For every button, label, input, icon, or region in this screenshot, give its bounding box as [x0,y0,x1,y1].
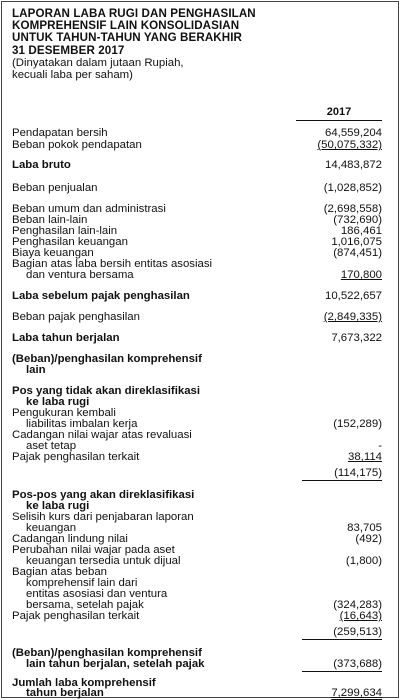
row-value: (259,513) [333,626,382,638]
row-label: Laba sebelum pajak penghasilan [12,290,190,302]
row-label: komprehensif lain dari [26,577,138,589]
row-value: (2,698,558) [323,203,382,215]
row-label: Selisih kurs dari penjabaran laporan [12,511,194,523]
row-value: 64,559,204 [324,127,382,139]
row-label: Perubahan nilai wajar pada aset [12,544,175,556]
row-value: 170,800 [340,269,382,281]
row-label: Penghasilan keuangan [12,236,128,248]
header-line-1: LAPORAN LABA RUGI DAN PENGHASILAN [12,7,256,20]
row-label: Pengukuran kembali [12,407,116,419]
row-value: (114,175) [334,467,382,479]
row-value: 186,461 [340,225,382,237]
row-value: (732,690) [333,214,382,226]
row-label: ke laba rugi [26,500,90,512]
header-note-1: (Dinyatakan dalam jutaan Rupiah, [12,56,184,69]
row-value: (2,849,335) [323,311,382,323]
row-label: Pos-pos yang akan direklasifikasi [12,489,195,501]
row-value: (16,643) [339,610,382,622]
year-column-header: 2017 [296,106,382,121]
row-label: Laba tahun berjalan [12,332,120,344]
row-label: lain tahun berjalan, setelah pajak [26,658,205,670]
row-value: 38,114 [348,451,382,463]
row-label: Pajak penghasilan terkait [12,451,140,463]
financial-statement-page [1,1,399,698]
row-label: Biaya keuangan [12,247,94,259]
row-label: Beban umum dan administrasi [12,203,166,215]
row-value: 7,299,634 [331,687,382,699]
row-label: aset tetap [26,440,77,452]
row-value: (1,028,852) [323,182,382,194]
row-label: Bagian atas laba bersih entitas asosiasi [12,258,213,270]
row-label: Cadangan lindung nilai [12,533,128,545]
row-value: (324,283) [333,599,382,611]
row-value: 10,522,657 [324,290,382,302]
statement-header [12,8,388,81]
row-label: Penghasilan lain-lain [12,225,118,237]
row-label: bersama, setelah pajak [26,599,144,611]
row-label: Cadangan nilai wajar atas revaluasi [12,429,192,441]
row-label: keuangan [26,522,77,534]
header-line-2: KOMPREHENSIF LAIN KONSOLIDASIAN [12,19,240,33]
subtotal-2-underline [302,639,382,640]
row-label: ke laba rugi [26,396,90,408]
row-value: - [378,440,382,452]
row-label: (Beban)/penghasilan komprehensif [12,647,202,659]
row-label: entitas asosiasi dan ventura [26,588,168,600]
row-label: Bagian atas beban [12,566,108,578]
row-label: Beban lain-lain [12,214,88,226]
row-value: (874,451) [333,247,382,259]
row-value: (50,075,332) [317,139,382,151]
row-label: dan ventura bersama [26,269,134,281]
row-label: tahun berjalan [26,687,104,699]
row-label: Beban pokok pendapatan [12,139,142,151]
row-value: 7,673,322 [331,332,382,344]
subtotal-1-underline [302,480,382,481]
row-label: liabilitas imbalan kerja [26,418,138,430]
row-value: (373,688) [333,658,382,670]
row-value: 14,483,872 [324,159,382,171]
row-value: 1,016,075 [331,236,382,248]
total-comprehensive-underline [302,671,382,672]
row-label: Beban penjualan [12,182,98,194]
row-label: (Beban)/penghasilan komprehensif [12,353,202,365]
row-value: 83,705 [347,522,382,534]
row-value: (492) [355,533,382,545]
row-label: Pajak penghasilan terkait [12,610,140,622]
row-label: keuangan tersedia untuk dijual [26,555,181,567]
row-value: (1,800) [345,555,382,567]
row-value: (152,289) [333,418,382,430]
row-label: Beban pajak penghasilan [12,311,140,323]
header-line-3: UNTUK TAHUN-TAHUN YANG BERAKHIR [12,31,243,45]
header-line-4: 31 DESEMBER 2017 [12,43,125,57]
header-note-2: kecuali laba per saham) [12,69,133,82]
row-label: Pendapatan bersih [12,127,108,139]
row-label: lain [26,364,46,376]
row-label: Laba bruto [12,159,71,171]
row-label: Jumlah laba komprehensif [12,677,156,689]
row-label: Pos yang tidak akan direklasifikasi [12,385,201,397]
